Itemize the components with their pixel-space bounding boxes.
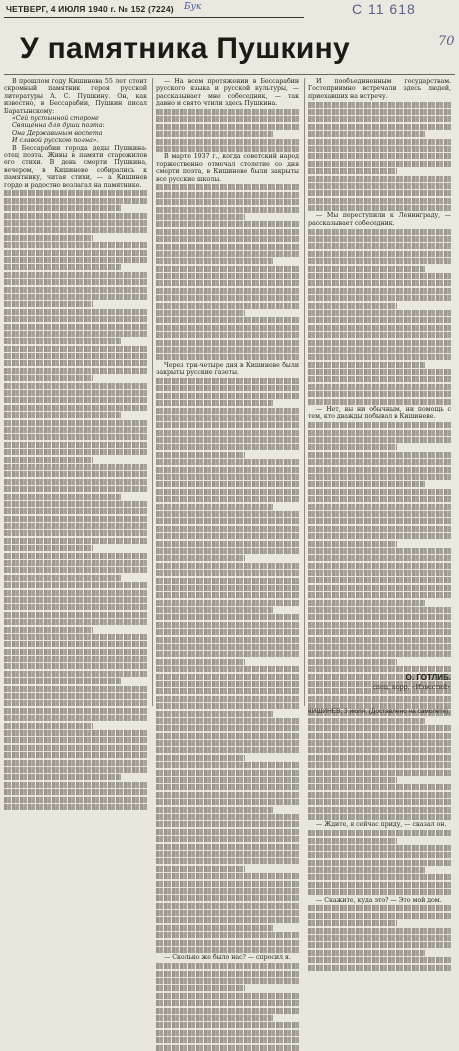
article-title: У памятника Пушкину (20, 32, 351, 65)
col3-illegible-text (308, 422, 451, 820)
col2-illegible-text (156, 963, 299, 1050)
col1-para: В прошлом году Кишинева 55 лет стоит скромный памятник героя русской литературы А. С. Пушкину. Он, как известно, в Бессарабии, Пушкин писал Баратынскому: (4, 78, 147, 115)
col1-verse: Она Державиным воспета (12, 129, 103, 137)
column-divider (152, 78, 153, 706)
col2-illegible-text (156, 184, 299, 360)
title-rule (4, 74, 455, 75)
col1-verse: И славой русскою полна». (12, 137, 99, 145)
col3-illegible-text (308, 905, 451, 970)
catalog-mark: С 11 618 (352, 1, 416, 17)
col2-para: — Сколько же было нас? — спросил я. (164, 954, 291, 962)
col1-para: В Бессарабии города деды Пушкина-отец поэта. Живы в памяти старожилов его стихи. В день смерти Пушкина, вечером, в Кишиневе собирались к памятнику, читая стихи, — а Кишинев гордо и радостно возлагал на памятнике. (4, 144, 147, 189)
col3-para: — Нет, вы ни обычным, ни помощь с тем, кто дважды побывал в Кишиневе. (308, 406, 451, 421)
col2-para: Через три-четыре дня в Кишиневе были закрыты русские газеты. (156, 361, 299, 377)
col1-illegible-text (4, 190, 147, 809)
col2-para: — На всем протяжении в Бессарабии русского языка и русской культуры, — рассказывает мне собеседник, — так давно и свято чтили здесь Пушкина. (156, 78, 299, 108)
col3-para: — Мы переступили к Ленинграду, — рассказывает собеседник. (308, 212, 451, 227)
col1-verse: «Сей пустынной стороне (12, 115, 99, 123)
col1-verse: Священна для души поэта: (12, 122, 105, 130)
col3-para: И пообъединенным государствам. Гостеприимно встречали здесь людей, приехавших на встречу. (308, 78, 451, 100)
column-divider (304, 78, 305, 706)
author-role: спец. корр. «Известий» (372, 684, 451, 691)
author-signature: О. ГОТЛИБ. (405, 673, 451, 682)
col3-illegible-text (308, 830, 451, 895)
library-stamp: Бук (184, 2, 202, 12)
col3-para: — Скажите, куда это? — Это мой дом. (316, 896, 442, 904)
issue-date-line: ЧЕТВЕРГ, 4 ИЮЛЯ 1940 г. № 152 (7224) (6, 4, 174, 14)
header-rule (4, 17, 304, 18)
column-2 (156, 78, 299, 962)
handwritten-page-mark: 70 (438, 34, 455, 49)
col2-para: В марте 1937 г., когда советский народ торжественно отмечал столетие со дня смерти поэта, в Кишиневе были закрыты все русские школы. (156, 153, 299, 183)
masthead-strip (0, 0, 459, 22)
col3-illegible-text (308, 229, 451, 405)
dateline-footer: КИШИНЕВ, 3 июля. (Доставлено на самолете). (308, 708, 451, 715)
col2-illegible-text (156, 109, 299, 152)
col3-illegible-text (308, 102, 451, 211)
column-1 (4, 78, 147, 706)
col2-illegible-text (156, 378, 299, 953)
col3-para: — Ждите, я сейчас приду, — сказал он. (316, 821, 447, 829)
